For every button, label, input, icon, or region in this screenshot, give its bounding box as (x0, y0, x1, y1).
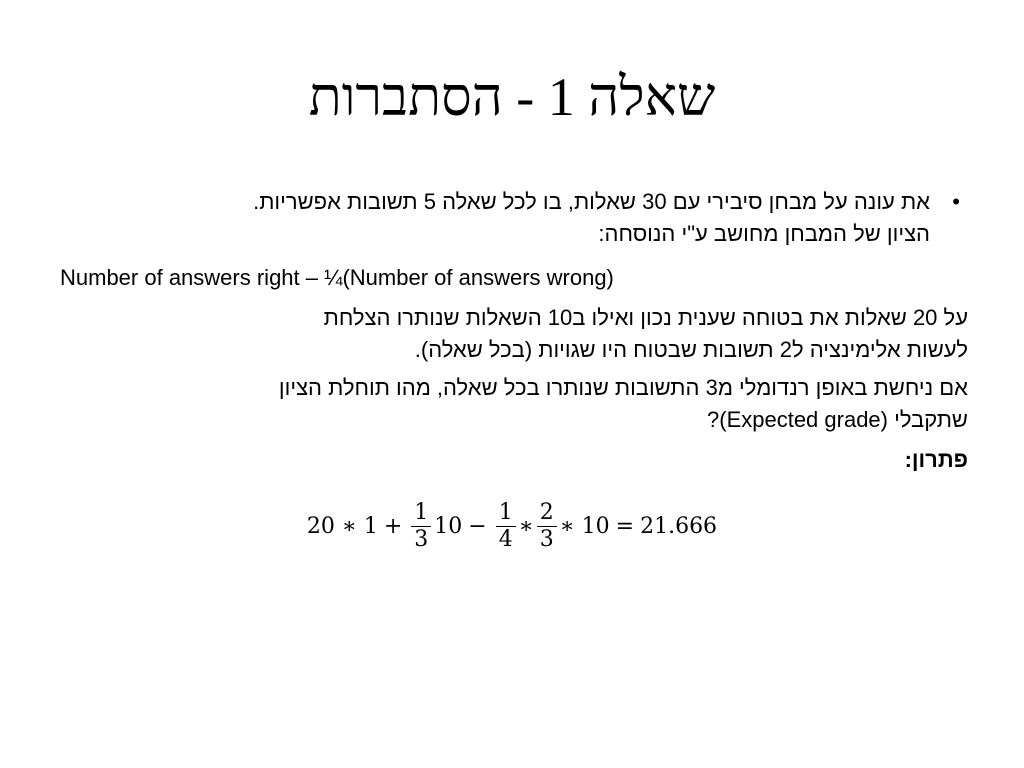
math-equals: = (615, 514, 635, 539)
slide-body (60, 186, 968, 476)
score-formula: Number of answers right – ¼(Number of answers wrong) (60, 265, 614, 290)
paragraph-question (60, 372, 968, 436)
paragraph-1-line-2: לעשות אלימינציה ל2 תשובות שבטוח היו שגויות (בכל שאלה). (414, 337, 968, 362)
math-result: 21.666 (640, 514, 718, 539)
fraction-one-third (411, 500, 431, 553)
math-term-3: ∗ 10 (559, 514, 610, 539)
slide-title: שאלה 1 - הסתברות (308, 67, 716, 127)
fraction-3-denominator: 3 (539, 527, 554, 552)
paragraph-2-line-2: שתקבלי (Expected grade)? (707, 407, 968, 432)
bullet-marker: • (952, 189, 960, 214)
math-term-1: 20 ∗ 1 (306, 514, 378, 539)
fraction-two-thirds (537, 500, 557, 553)
math-times: ∗ (518, 514, 534, 539)
paragraph-eliminated-answers (60, 302, 968, 366)
fraction-2-denominator: 4 (498, 527, 513, 552)
math-term-2: 10 (434, 514, 463, 539)
bullet-line-2: הציון של המבחן מחושב ע"י הנוסחה: (598, 221, 930, 246)
solution-label: פתרון: (904, 447, 968, 472)
fraction-3-numerator: 2 (537, 500, 557, 527)
bullet-line-1: את עונה על מבחן סיבירי עם 30 שאלות, בו לכל שאלה 5 תשובות אפשריות. (253, 189, 930, 214)
fraction-1-numerator: 1 (411, 500, 431, 527)
fraction-one-quarter (496, 500, 516, 553)
fraction-2-numerator: 1 (496, 500, 516, 527)
math-minus: − (468, 514, 487, 539)
solution-equation (0, 500, 1024, 553)
fraction-1-denominator: 3 (414, 527, 429, 552)
bullet-item (60, 186, 968, 250)
paragraph-2-line-1: אם ניחשת באופן רנדומלי מ3 התשובות שנותרו בכל שאלה, מהו תוחלת הציון (278, 375, 968, 400)
math-plus: + (383, 514, 403, 539)
paragraph-1-line-1: על 20 שאלות את בטוחה שענית נכון ואילו ב10 השאלות שנותרו הצלחת (323, 305, 968, 330)
